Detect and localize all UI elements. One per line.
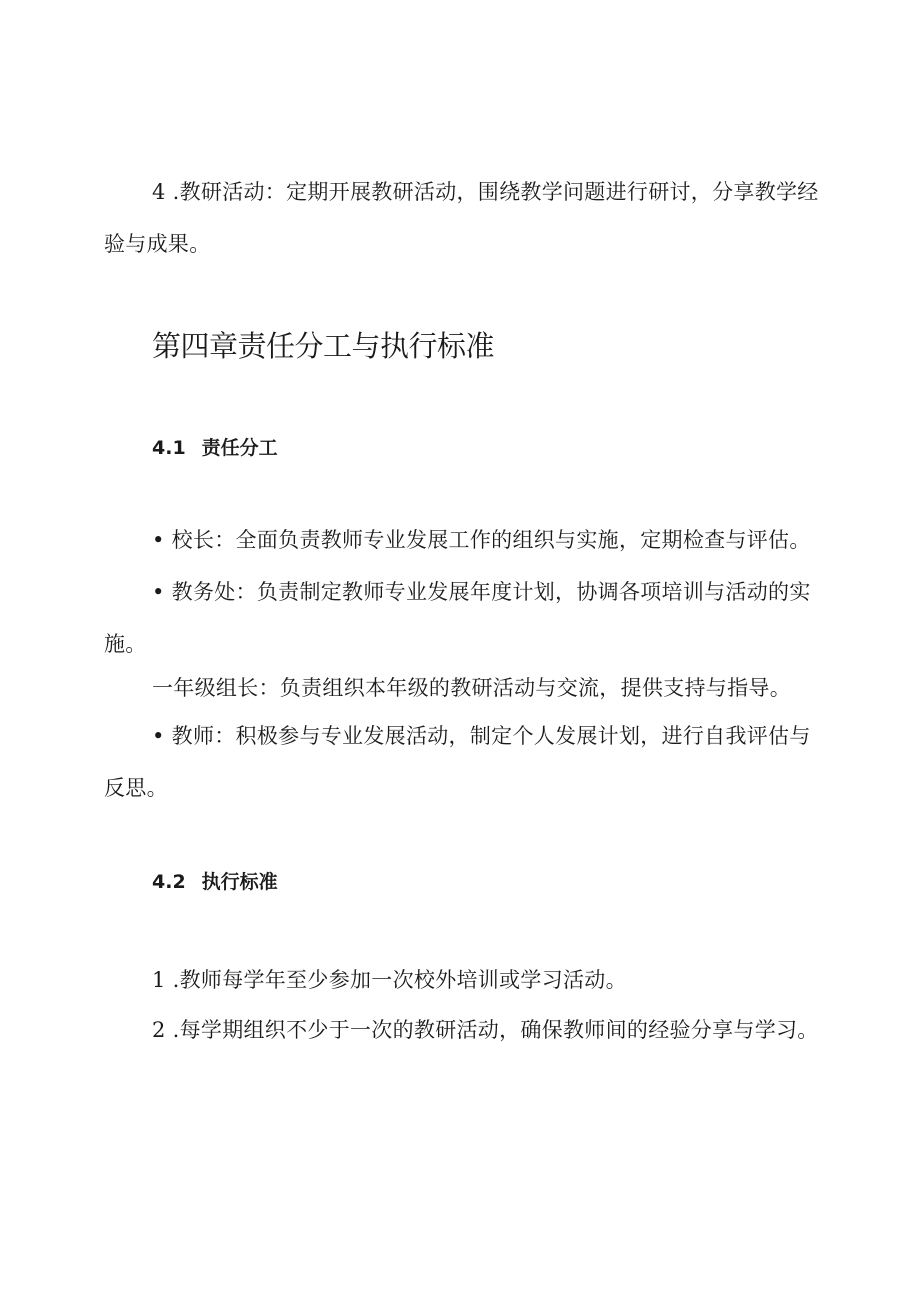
section-number: 4.2 (152, 871, 186, 893)
section-heading-4-1 (152, 428, 278, 468)
standard-item-1: 1 .教师每学年至少参加一次校外培训或学习活动。 (152, 968, 627, 992)
list-item-grade-leader: 一年级组长：负责组织本年级的教研活动与交流，提供支持与指导。 (152, 676, 791, 700)
list-item-teacher: • 教师：积极参与专业发展活动，制定个人发展计划，进行自我评估与反思。 (104, 724, 811, 800)
section-heading-4-2 (152, 862, 278, 902)
section-title: 责任分工 (201, 437, 278, 459)
section-title: 执行标准 (201, 871, 278, 893)
list-item-academic-office: • 教务处：负责制定教师专业发展年度计划，协调各项培训与活动的实施。 (104, 580, 811, 656)
chapter-title: 第四章责任分工与执行标准 (152, 329, 495, 363)
list-item-principal: • 校长：全面负责教师专业发展工作的组织与实施，定期检查与评估。 (152, 528, 811, 552)
intro-paragraph: 4 .教研活动：定期开展教研活动，围绕教学问题进行研讨，分享教学经验与成果。 (104, 180, 819, 256)
section-number: 4.1 (152, 437, 186, 459)
standard-item-2: 2 .每学期组织不少于一次的教研活动，确保教师间的经验分享与学习。 (152, 1018, 819, 1042)
